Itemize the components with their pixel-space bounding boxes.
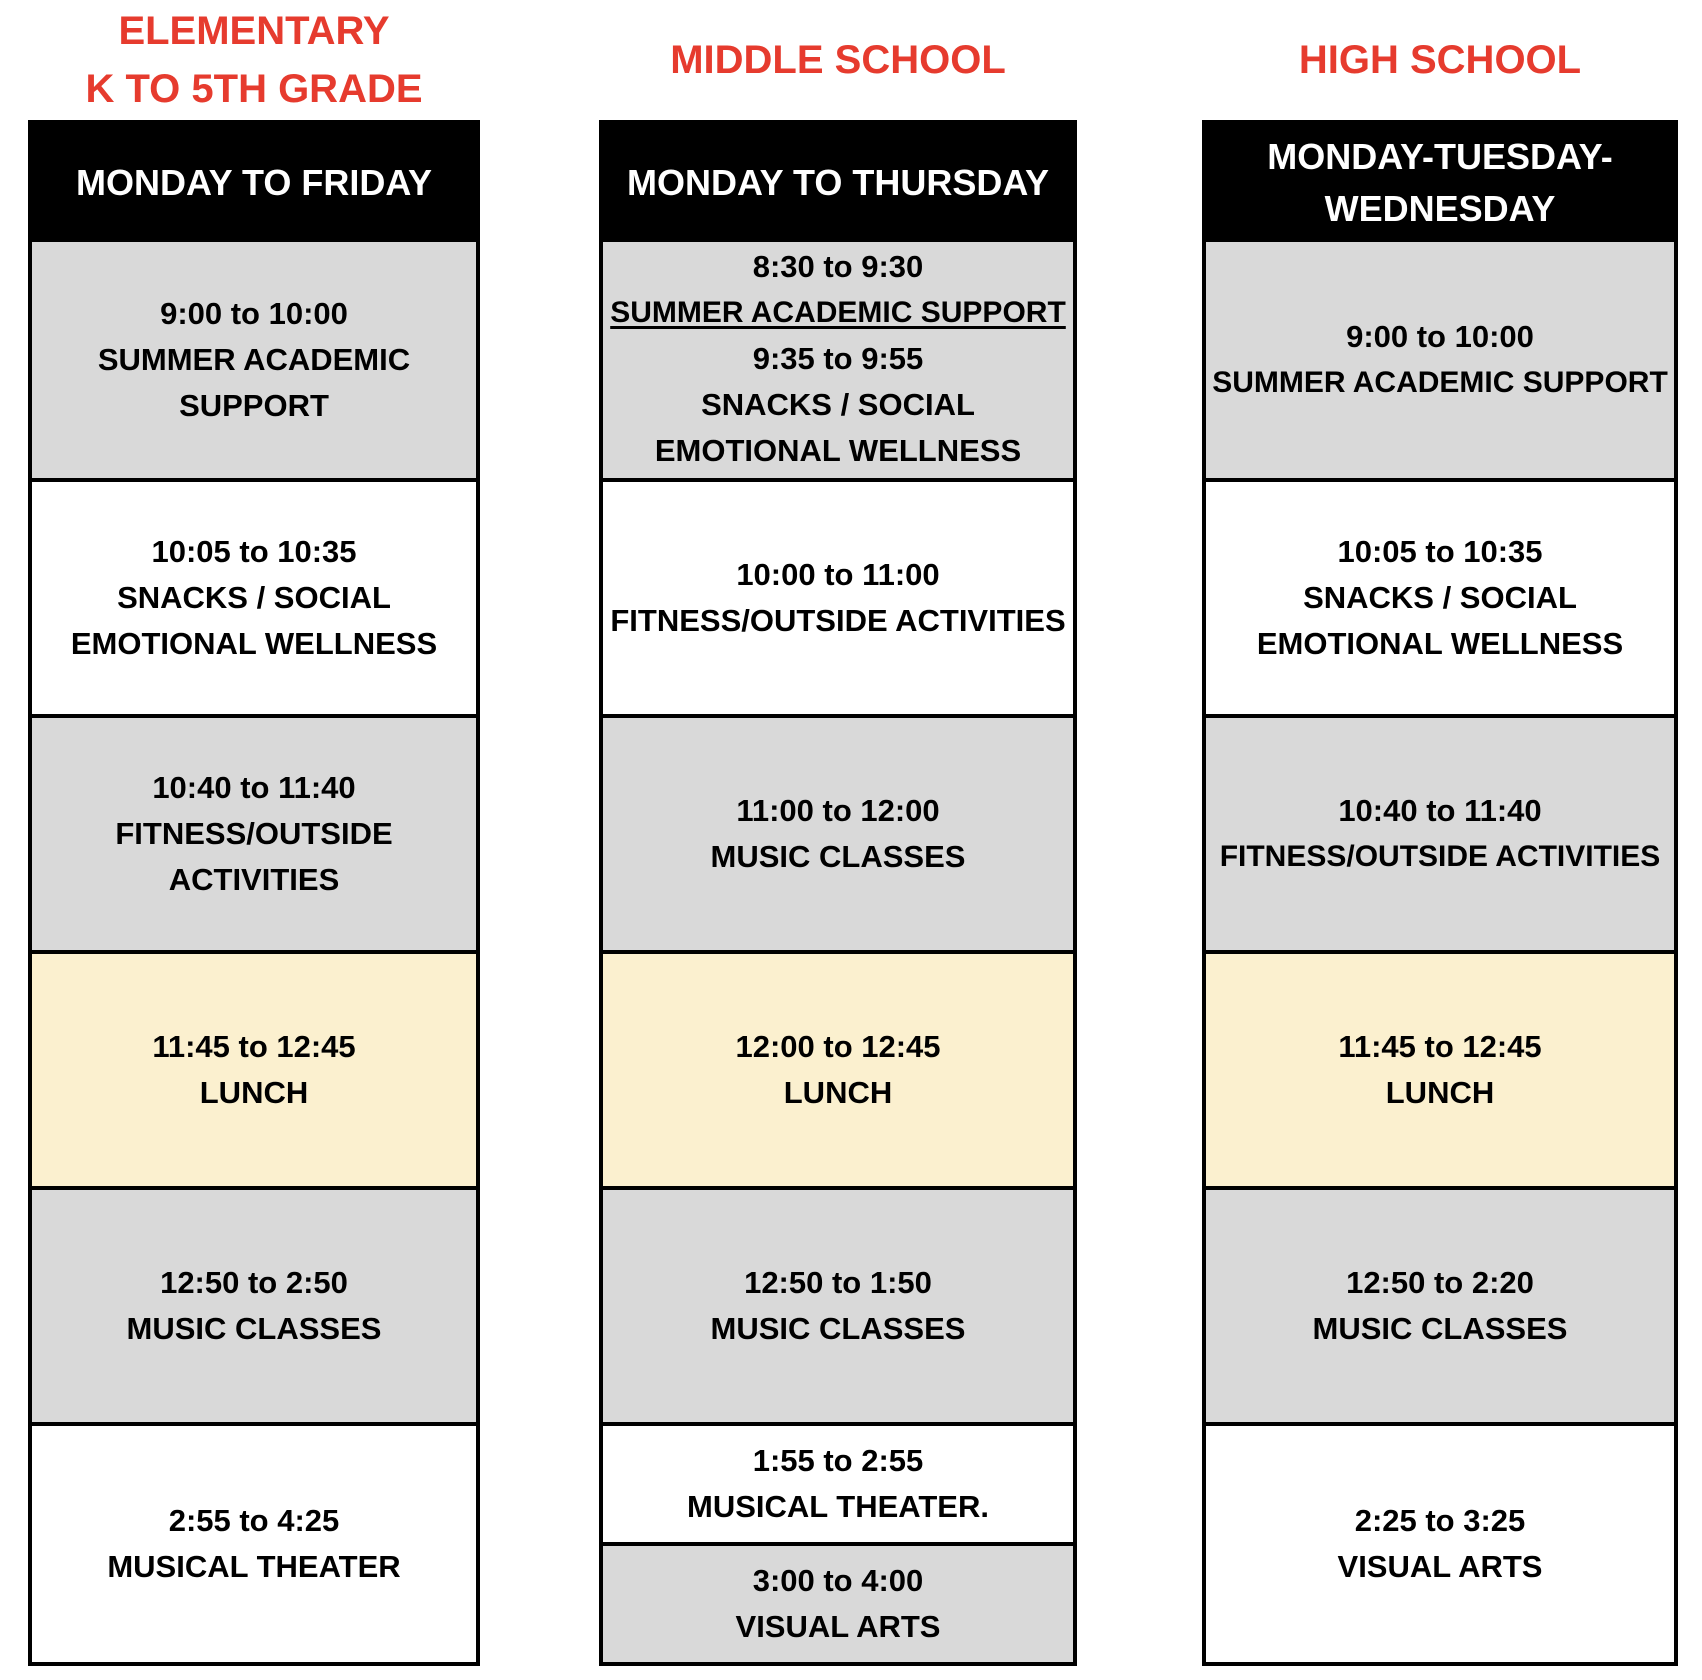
block-time: 2:55 to 4:25 [168, 1503, 340, 1538]
schedule-block [32, 714, 476, 950]
middle-school-days-header: MONDAY TO THURSDAY [603, 124, 1073, 242]
block-activity: SNACKS / SOCIAL EMOTIONAL WELLNESS [1256, 580, 1624, 661]
middle-school-schedule-table [599, 120, 1077, 1666]
schedule-block [603, 1186, 1073, 1422]
elementary-days-header: MONDAY TO FRIDAY [32, 124, 476, 242]
block-activity: MUSIC CLASSES [1312, 1311, 1568, 1346]
elementary-title [28, 0, 480, 120]
block-time: 2:25 to 3:25 [1354, 1503, 1526, 1538]
high-school-title-text: HIGH SCHOOL [1298, 38, 1582, 82]
block-activity: MUSIC CLASSES [126, 1311, 382, 1346]
schedule-block [603, 1542, 1073, 1662]
block-time: 9:00 to 10:00 [1346, 319, 1534, 354]
block-activity: MUSICAL THEATER [107, 1549, 401, 1584]
middle-school-title-text: MIDDLE SCHOOL [670, 38, 1006, 82]
middle-school-column [599, 0, 1077, 1668]
block-time: 11:45 to 12:45 [152, 1029, 356, 1064]
block-activity: FITNESS/OUTSIDE ACTIVITIES [610, 603, 1066, 638]
schedule-block [603, 242, 1073, 478]
block-activity: LUNCH [783, 1075, 893, 1110]
block-activity: SNACKS / SOCIAL EMOTIONAL WELLNESS [70, 580, 438, 661]
elementary-title-line2: K TO 5TH GRADE [85, 67, 423, 111]
block-time: 10:05 to 10:35 [151, 534, 357, 569]
schedule-block [603, 1422, 1073, 1542]
schedule-block [1206, 950, 1674, 1186]
block-activity: VISUAL ARTS [735, 1609, 941, 1644]
block-activity: LUNCH [199, 1075, 309, 1110]
elementary-title-line1: ELEMENTARY [118, 9, 390, 53]
schedule-block [1206, 478, 1674, 714]
high-school-column [1202, 0, 1678, 1668]
block-activity: SUMMER ACADEMIC SUPPORT [610, 296, 1066, 329]
schedule-block [32, 1186, 476, 1422]
block-time: 8:30 to 9:30 [752, 249, 924, 284]
block-activity: MUSIC CLASSES [710, 839, 966, 874]
block-activity: SUMMER ACADEMIC SUPPORT [97, 342, 411, 423]
block-time: 10:40 to 11:40 [152, 770, 356, 805]
block-time: 12:50 to 1:50 [744, 1265, 932, 1300]
schedule-block [603, 714, 1073, 950]
block-activity: VISUAL ARTS [1337, 1549, 1543, 1584]
block-activity: FITNESS/OUTSIDE ACTIVITIES [1219, 840, 1661, 873]
block-activity: FITNESS/OUTSIDE ACTIVITIES [115, 816, 393, 897]
block-activity: SUMMER ACADEMIC SUPPORT [1212, 366, 1668, 399]
block-time: 11:00 to 12:00 [736, 793, 940, 828]
block-time: 9:00 to 10:00 [160, 296, 348, 331]
schedule-block [1206, 242, 1674, 478]
block-time: 12:50 to 2:20 [1346, 1265, 1534, 1300]
block-time: 11:45 to 12:45 [1338, 1029, 1542, 1064]
block-activity: MUSICAL THEATER. [687, 1489, 989, 1524]
schedule-block [1206, 1186, 1674, 1422]
block-time: 12:00 to 12:45 [735, 1029, 941, 1064]
block-activity: MUSIC CLASSES [710, 1311, 966, 1346]
schedule-block [603, 950, 1073, 1186]
high-school-days-header: MONDAY-TUESDAY-WEDNESDAY [1206, 124, 1674, 242]
middle-school-title [599, 0, 1077, 120]
block-time: 10:05 to 10:35 [1337, 534, 1543, 569]
block-activity: LUNCH [1385, 1075, 1495, 1110]
schedule-block [32, 242, 476, 478]
block-time: 12:50 to 2:50 [160, 1265, 348, 1300]
block-time: 10:00 to 11:00 [736, 557, 940, 592]
elementary-schedule-table [28, 120, 480, 1666]
schedule-block [603, 478, 1073, 714]
schedule-block [32, 1422, 476, 1662]
block-time: 3:00 to 4:00 [752, 1563, 924, 1598]
elementary-column [28, 0, 480, 1668]
schedule-block [32, 950, 476, 1186]
schedule-block [1206, 1422, 1674, 1662]
block-activity: SNACKS / SOCIAL EMOTIONAL WELLNESS [654, 387, 1022, 468]
block-time: 9:35 to 9:55 [752, 341, 924, 376]
block-time: 1:55 to 2:55 [752, 1443, 924, 1478]
schedule-block [1206, 714, 1674, 950]
high-school-schedule-table [1202, 120, 1678, 1666]
block-time: 10:40 to 11:40 [1338, 793, 1542, 828]
schedule-block [32, 478, 476, 714]
high-school-title [1202, 0, 1678, 120]
